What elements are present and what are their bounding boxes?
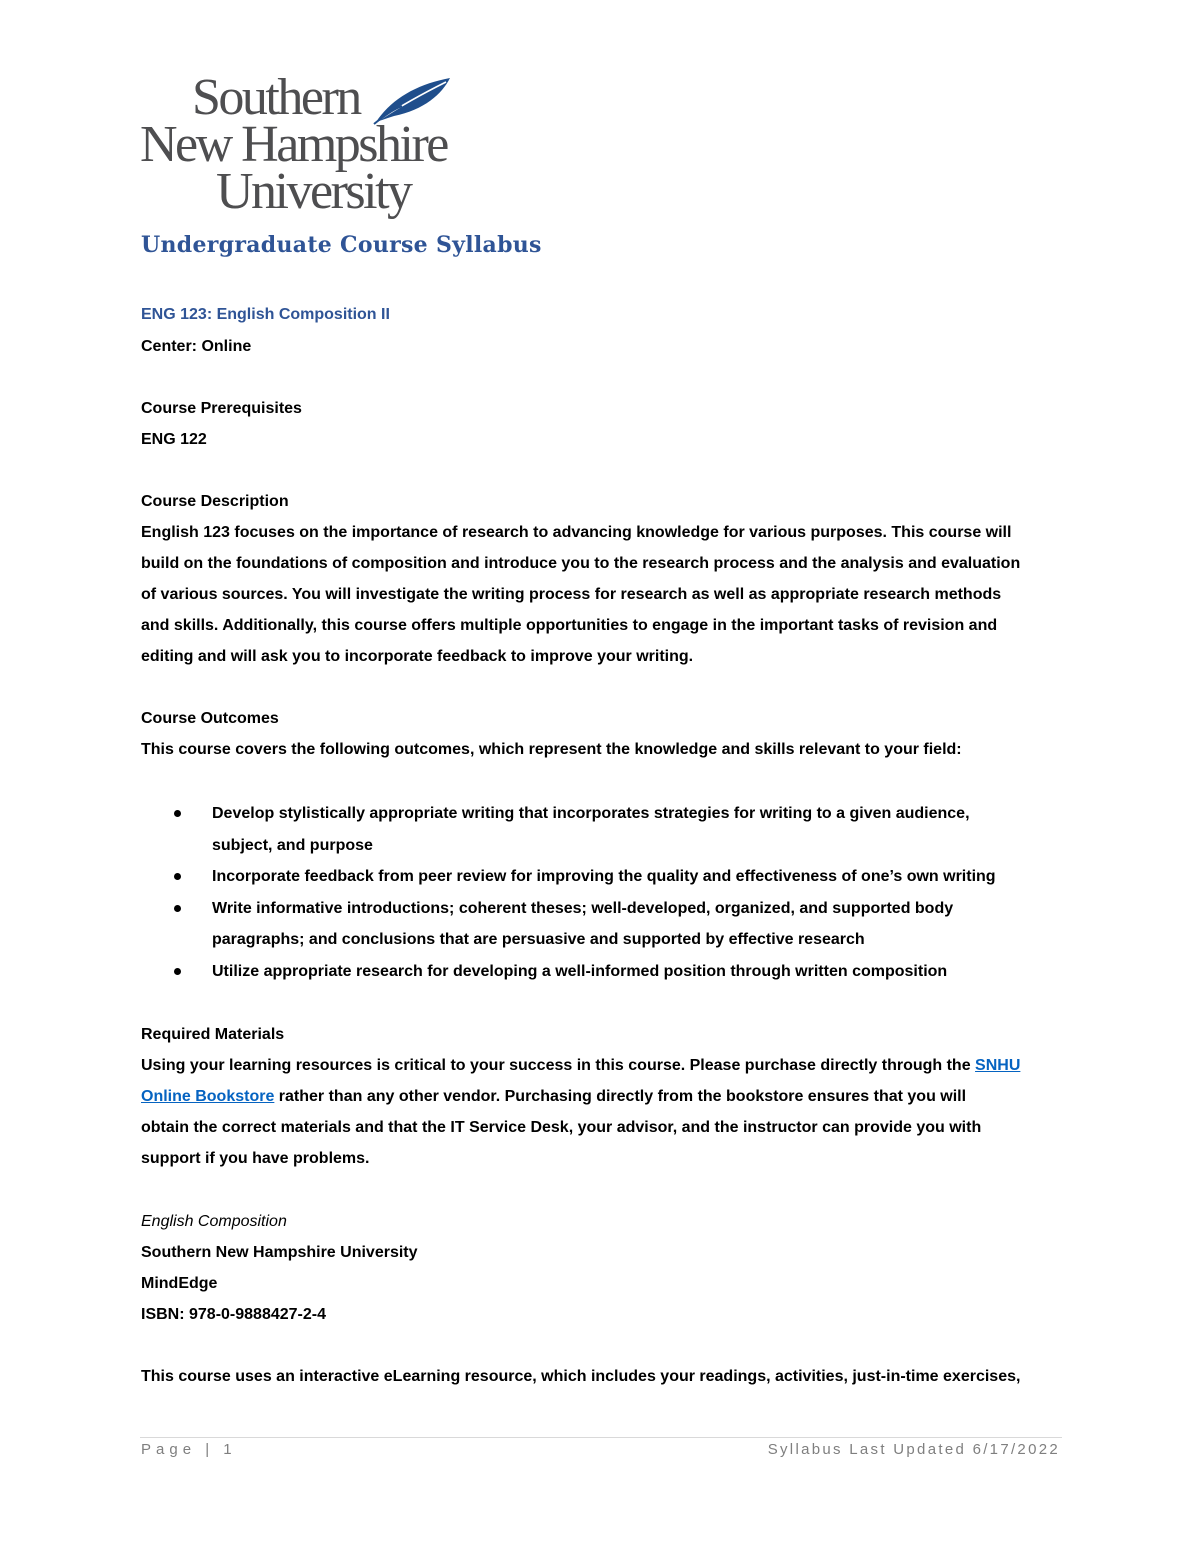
bullet-icon — [174, 968, 181, 975]
elearning-text: This course uses an interactive eLearning resource, which includes your readings, activities, just-in-time exercises, — [141, 1368, 1021, 1385]
description-heading: Course Description — [141, 493, 289, 510]
bullet-icon — [174, 905, 181, 912]
materials-heading: Required Materials — [141, 1026, 285, 1043]
outcomes-intro: This course covers the following outcomes, which represent the knowledge and skills relevant to your field: — [141, 741, 962, 758]
outcomes-list — [141, 798, 1061, 987]
snhu-logo — [140, 69, 450, 224]
leaf-icon — [372, 76, 452, 126]
materials-paragraph: Using your learning resources is critical to your success in this course. Please purchase directly through the SNHU Online Bookstore rather than any other vendor. Purchasing directly from the bookstore ensures that you will obtain the correct materials and that the IT Service Desk, your advisor, and the instructor can provide you with support if you have problems. — [141, 1057, 1021, 1167]
prerequisites-value: ENG 122 — [141, 431, 207, 448]
course-code-title: ENG 123: English Composition II — [141, 306, 390, 323]
course-center: Center: Online — [141, 338, 252, 355]
bullet-icon — [174, 810, 181, 817]
bookstore-link[interactable]: SNHU — [975, 1057, 1021, 1074]
logo-line-1: Southern — [192, 69, 360, 126]
description-paragraph — [141, 517, 1061, 672]
document-title: Undergraduate Course Syllabus — [141, 232, 542, 258]
logo-line-3: University — [216, 163, 411, 220]
description-line: English 123 focuses on the importance of research to advancing knowledge for various purposes. This course will — [141, 524, 1012, 541]
page-number: Page | 1 — [141, 1441, 237, 1458]
prerequisites-heading: Course Prerequisites — [141, 400, 302, 417]
book-publisher: Southern New Hampshire University — [141, 1244, 418, 1261]
list-item: Incorporate feedback from peer review for improving the quality and effectiveness of one’s own writing — [141, 861, 1061, 893]
bullet-icon — [174, 873, 181, 880]
outcomes-heading: Course Outcomes — [141, 710, 279, 727]
description-line: build on the foundations of composition and introduce you to the research process and the analysis and evaluation — [141, 555, 1021, 572]
list-item: Develop stylistically appropriate writing that incorporates strategies for writing to a given audience, subject, and purpose — [141, 798, 1061, 861]
description-line: editing and will ask you to incorporate feedback to improve your writing. — [141, 648, 694, 665]
last-updated: Syllabus Last Updated 6/17/2022 — [767, 1441, 1060, 1458]
list-item: Utilize appropriate research for developing a well-informed position through written composition — [141, 956, 1061, 988]
bookstore-link-continued[interactable]: Online Bookstore — [141, 1088, 275, 1105]
book-isbn: ISBN: 978-0-9888427-2-4 — [141, 1306, 326, 1323]
book-title: English Composition — [141, 1213, 287, 1230]
description-line: and skills. Additionally, this course offers multiple opportunities to engage in the important tasks of revision and — [141, 617, 998, 634]
list-item: Write informative introductions; coherent theses; well-developed, organized, and supported body paragraphs; and conclusions that are persuasive and supported by effective research — [141, 893, 1061, 956]
book-vendor: MindEdge — [141, 1275, 218, 1292]
footer-divider — [140, 1437, 1062, 1438]
logo-line-2: New Hampshire — [140, 116, 447, 173]
description-line: of various sources. You will investigate the writing process for research as well as appropriate research methods — [141, 586, 1002, 603]
